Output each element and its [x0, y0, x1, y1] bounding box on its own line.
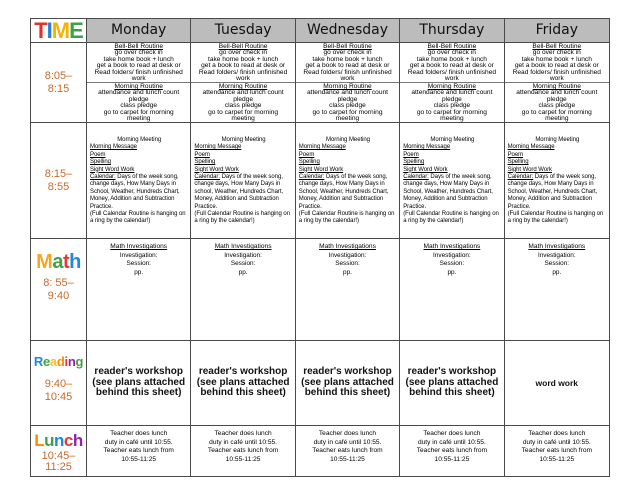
- logo-letter: I: [46, 19, 52, 43]
- logo-letter: e: [42, 354, 50, 369]
- reading-cell-monday: [87, 341, 191, 426]
- morning-meeting-heading: Morning Meeting: [117, 137, 162, 143]
- time-logo-cell: [31, 19, 87, 43]
- lunch-line: Teacher does lunch: [110, 430, 168, 437]
- math-line: Session:: [439, 260, 465, 268]
- morning-routine-block: [400, 83, 503, 122]
- math-cell-wednesday: [296, 239, 400, 341]
- bell-routine-block: [400, 43, 503, 83]
- bell-routine-line: Read folders/ finish unfinished: [303, 68, 392, 76]
- calendar-text: Days of the week song, change days, How Many Days in School, Weather, Hundreds Chart, Money, Addition and Subtraction Practice.: [403, 174, 493, 210]
- morning-routine-line: pledge: [233, 95, 253, 103]
- lunch-line: Teacher does lunch: [423, 430, 481, 437]
- reading-activity: reader's workshop (see plans attached behind this sheet): [301, 366, 394, 399]
- reading-cell-tuesday: [191, 341, 295, 426]
- calendar-text: Days of the week song, change days, How Many Days in School, Weather, Hundreds Chart, Money, Addition and Subtraction Practice.: [90, 174, 180, 210]
- bell-routine-line: work: [549, 75, 564, 83]
- meeting-item: Poem: [298, 151, 315, 158]
- reading-activity: reader's workshop (see plans attached behind this sheet): [196, 366, 290, 399]
- meeting-item: Sight Word Work: [403, 166, 448, 173]
- lunch-line: duty in café until 10:55.: [209, 438, 277, 446]
- lunch-line: duty in café until 10:55.: [522, 438, 591, 446]
- lunch-line: 10:55-11:25: [539, 455, 575, 463]
- morning-meeting-cell-wednesday: [296, 123, 400, 239]
- math-line: pp.: [238, 268, 248, 276]
- bell-routine-line: take home book + lunch: [207, 55, 279, 63]
- logo-letter: E: [69, 19, 83, 43]
- time-start: 8: 55–: [43, 277, 74, 289]
- logo-letter: d: [56, 354, 65, 369]
- bell-routine-line: go over check in: [323, 49, 372, 57]
- morning-routine-title: Morning Routine: [427, 83, 477, 90]
- bell-routine-block: [87, 43, 190, 83]
- math-cell-friday: [505, 239, 609, 341]
- morning-routine-line: attendance and lunch count: [202, 89, 284, 97]
- logo-letter: a: [49, 354, 57, 369]
- lunch-line: 10:55-11:25: [330, 455, 365, 463]
- calendar-label: Calendar:: [403, 174, 429, 181]
- math-line: pp.: [134, 268, 144, 276]
- logo-letter: R: [33, 354, 43, 369]
- morning-meeting-cell-friday: [505, 123, 609, 239]
- morning-routine-block: [296, 83, 399, 122]
- meeting-item: Spelling: [298, 159, 320, 166]
- bell-routine-line: Read folders/ finish unfinished: [94, 68, 183, 76]
- bell-routine-line: go over check in: [427, 49, 476, 57]
- bell-routine-line: work: [236, 75, 251, 83]
- bell-routine-line: take home book + lunch: [103, 55, 174, 63]
- morning-routine-line: pledge: [546, 95, 567, 103]
- lunch-line: duty in café until 10:55.: [313, 438, 382, 446]
- morning-routine-line: go to carpet for morning: [103, 108, 174, 116]
- meeting-item: Morning Message: [403, 144, 451, 151]
- reading-activity: reader's workshop (see plans attached behind this sheet): [92, 366, 186, 399]
- reading-activity: word work: [535, 377, 579, 388]
- routine-cell-monday: [87, 43, 191, 123]
- meeting-item: Poem: [507, 151, 524, 158]
- bell-routine-block: [296, 43, 399, 83]
- math-cell-tuesday: [191, 239, 295, 341]
- morning-routine-line: meeting: [126, 115, 151, 123]
- math-line: pp.: [552, 268, 562, 276]
- morning-routine-line: class pledge: [433, 102, 471, 110]
- calendar-note: (Full Calendar Routine is hanging on a ring by the calendar!): [194, 211, 290, 225]
- lunch-line: Teacher does lunch: [214, 430, 272, 437]
- reading-logo: [34, 353, 83, 371]
- time-slot-morning-meeting: [31, 123, 87, 239]
- morning-routine-line: go to carpet for morning: [521, 108, 592, 116]
- morning-routine-line: class pledge: [224, 102, 262, 110]
- bell-routine-line: work: [131, 75, 146, 83]
- morning-meeting-cell-tuesday: [191, 123, 295, 239]
- lunch-line: 10:55-11:25: [434, 455, 470, 463]
- logo-letter: M: [36, 251, 53, 273]
- lunch-line: Teacher eats lunch from: [312, 447, 383, 455]
- math-line: Session:: [544, 260, 570, 268]
- bell-routine-line: get a book to read at desk or: [201, 62, 286, 70]
- reading-cell-wednesday: [296, 341, 400, 426]
- calendar-routine: [403, 174, 501, 211]
- bell-routine-line: get a book to read at desk or: [305, 62, 390, 70]
- morning-routine-title: Morning Routine: [114, 83, 163, 90]
- lunch-line: duty in café until 10:55.: [417, 438, 486, 446]
- morning-meeting-heading: Morning Meeting: [326, 137, 370, 143]
- morning-routine-line: attendance and lunch count: [98, 89, 180, 97]
- day-header-wednesday: Wednesday: [296, 19, 400, 43]
- time-start: 10:45–: [41, 450, 76, 462]
- logo-letter: g: [75, 354, 84, 369]
- math-line: Session:: [126, 260, 151, 268]
- time-end: 8:55: [47, 180, 70, 193]
- routine-cell-wednesday: [296, 43, 400, 123]
- logo-letter: u: [44, 431, 55, 450]
- bell-routine-line: take home book + lunch: [312, 55, 383, 63]
- time-end: 10:45: [44, 391, 73, 403]
- math-logo: [36, 251, 81, 273]
- math-line: pp.: [343, 268, 352, 276]
- morning-routine-line: class pledge: [329, 102, 366, 110]
- bell-routine-title: Bell-Bell Routine: [114, 43, 164, 50]
- day-header-friday: Friday: [505, 19, 609, 43]
- bell-routine-line: get a book to read at desk or: [96, 62, 181, 70]
- bell-routine-line: Read folders/ finish unfinished: [512, 68, 601, 76]
- logo-letter: n: [54, 431, 64, 450]
- time-slot-morning-routine: [31, 43, 87, 123]
- bell-routine-line: Read folders/ finish unfinished: [407, 68, 497, 76]
- math-cell-thursday: [400, 239, 504, 341]
- bell-routine-line: take home book + lunch: [521, 55, 592, 63]
- logo-letter: h: [69, 251, 81, 273]
- lunch-line: Teacher eats lunch from: [521, 447, 592, 455]
- routine-cell-tuesday: [191, 43, 295, 123]
- calendar-note: (Full Calendar Routine is hanging on a ring by the calendar!): [403, 211, 499, 225]
- morning-routine-line: pledge: [337, 95, 358, 103]
- calendar-label: Calendar:: [298, 174, 325, 181]
- day-header-monday: Monday: [87, 19, 191, 43]
- bell-routine-line: go over check in: [114, 49, 163, 57]
- calendar-text: Days of the week song, change days, How Many Days in school, Weather, Hundreds Chart, Money, Addition and Subtraction Practice.: [194, 174, 284, 210]
- morning-routine-block: [191, 83, 294, 122]
- meeting-item: Poem: [194, 151, 210, 158]
- day-header-thursday: Thursday: [400, 19, 504, 43]
- morning-routine-title: Morning Routine: [218, 83, 268, 90]
- time-logo: [34, 20, 83, 42]
- morning-routine-block: [505, 83, 609, 122]
- morning-routine-title: Morning Routine: [323, 83, 372, 90]
- meeting-item: Morning Message: [507, 144, 555, 151]
- morning-routine-line: go to carpet for morning: [416, 108, 487, 116]
- meeting-item: Sight Word Work: [194, 166, 239, 173]
- math-cell-monday: [87, 239, 191, 341]
- bell-routine-line: get a book to read at desk or: [409, 62, 494, 70]
- morning-routine-line: pledge: [441, 95, 462, 103]
- morning-routine-line: attendance and lunch count: [516, 89, 598, 97]
- logo-letter: L: [34, 431, 45, 450]
- calendar-text: Days of the week song, change days, How Many Days in School, Weather, Hundreds Chart, Money, Addition and Subtraction Practice.: [298, 174, 389, 210]
- weekly-lesson-plan-table: [30, 18, 610, 477]
- meeting-item: Morning Message: [90, 144, 137, 151]
- logo-letter: n: [67, 354, 76, 369]
- lunch-logo: [34, 432, 83, 449]
- morning-routine-line: go to carpet for morning: [208, 108, 279, 116]
- calendar-routine: [299, 174, 397, 211]
- logo-letter: T: [34, 19, 47, 43]
- meeting-item: Sight Word Work: [507, 166, 552, 173]
- meeting-item: Spelling: [507, 159, 529, 166]
- calendar-label: Calendar:: [194, 174, 220, 181]
- lunch-cell-thursday: [400, 426, 504, 476]
- lunch-line: Teacher eats lunch from: [207, 447, 279, 455]
- bell-routine-line: work: [340, 75, 355, 83]
- calendar-note: (Full Calendar Routine is hanging on a ring by the calendar!): [298, 211, 395, 225]
- reading-cell-thursday: [400, 341, 504, 426]
- morning-routine-line: meeting: [231, 115, 255, 123]
- calendar-label: Calendar:: [507, 174, 534, 181]
- bell-routine-line: go over check in: [219, 49, 268, 57]
- morning-meeting-cell-thursday: [400, 123, 504, 239]
- bell-routine-title: Bell-Bell Routine: [218, 43, 268, 50]
- bell-routine-block: [191, 43, 294, 83]
- lunch-line: 10:55-11:25: [225, 455, 261, 463]
- lunch-cell-friday: [505, 426, 609, 476]
- morning-routine-line: meeting: [440, 115, 464, 123]
- meeting-item: Sight Word Work: [90, 166, 135, 173]
- lunch-line: Teacher does lunch: [318, 430, 377, 437]
- time-end: 9:40: [47, 290, 70, 302]
- calendar-text: Days of the week song, change days, How Many Days in School, Weather, Hundreds Chart, Money, Addition and Subtraction Practice.: [507, 174, 598, 210]
- math-line: Investigation:: [224, 251, 262, 259]
- lunch-cell-wednesday: [296, 426, 400, 476]
- meeting-item: Morning Message: [298, 144, 346, 151]
- meeting-item: Morning Message: [194, 144, 242, 151]
- lunch-line: duty in café until 10:55.: [104, 438, 173, 446]
- bell-routine-line: get a book to read at desk or: [514, 62, 599, 70]
- calendar-routine: [508, 174, 607, 211]
- routine-cell-thursday: [400, 43, 504, 123]
- morning-meeting-cell-monday: [87, 123, 191, 239]
- bell-routine-title: Bell-Bell Routine: [323, 43, 372, 50]
- morning-routine-line: go to carpet for morning: [312, 108, 383, 116]
- lunch-line: Teacher eats lunch from: [416, 447, 488, 455]
- calendar-note: (Full Calendar Routine is hanging on a ring by the calendar!): [90, 211, 186, 225]
- math-line: Investigation:: [537, 251, 576, 259]
- bell-routine-title: Bell-Bell Routine: [427, 43, 477, 50]
- meeting-item: Spelling: [403, 159, 425, 166]
- routine-cell-friday: [505, 43, 609, 123]
- math-title: Math Investigations: [423, 243, 481, 250]
- math-line: Investigation:: [328, 251, 367, 259]
- morning-routine-line: meeting: [545, 115, 569, 123]
- time-end: 8:15: [47, 82, 70, 95]
- math-line: Investigation:: [119, 251, 158, 259]
- calendar-routine: [194, 174, 292, 211]
- math-title: Math Investigations: [528, 243, 586, 250]
- reading-cell-friday: [505, 341, 609, 426]
- time-start: 8:05–: [44, 69, 73, 82]
- time-end: 11:25: [45, 461, 72, 473]
- morning-routine-line: attendance and lunch count: [306, 89, 388, 97]
- math-line: pp.: [447, 268, 457, 276]
- meeting-item: Poem: [403, 151, 419, 158]
- time-slot-lunch: [31, 426, 87, 476]
- lunch-line: 10:55-11:25: [121, 455, 157, 463]
- lunch-line: Teacher does lunch: [528, 430, 586, 437]
- calendar-routine: [90, 174, 188, 211]
- morning-routine-line: meeting: [335, 115, 360, 123]
- morning-routine-line: pledge: [128, 95, 149, 103]
- morning-routine-line: class pledge: [538, 102, 576, 110]
- bell-routine-line: work: [444, 75, 459, 83]
- logo-letter: a: [52, 251, 63, 273]
- logo-letter: t: [62, 251, 70, 273]
- time-start: 9:40–: [44, 378, 73, 390]
- day-header-tuesday: Tuesday: [191, 19, 295, 43]
- meeting-item: Sight Word Work: [298, 166, 344, 173]
- bell-routine-block: [505, 43, 609, 83]
- lunch-line: Teacher eats lunch from: [103, 447, 174, 455]
- reading-activity: reader's workshop (see plans attached behind this sheet): [405, 366, 499, 399]
- time-slot-reading: [31, 341, 87, 426]
- morning-routine-line: attendance and lunch count: [411, 89, 493, 97]
- lunch-cell-tuesday: [191, 426, 295, 476]
- math-line: Session:: [335, 260, 360, 268]
- calendar-note: (Full Calendar Routine is hanging on a ring by the calendar!): [507, 211, 604, 225]
- logo-letter: c: [63, 431, 73, 450]
- morning-routine-line: class pledge: [120, 102, 158, 110]
- bell-routine-line: go over check in: [532, 49, 581, 57]
- math-line: Session:: [230, 260, 256, 268]
- morning-routine-title: Morning Routine: [532, 83, 581, 90]
- math-title: Math Investigations: [214, 243, 272, 250]
- calendar-label: Calendar:: [90, 174, 116, 181]
- lunch-cell-monday: [87, 426, 191, 476]
- bell-routine-line: Read folders/ finish unfinished: [198, 68, 288, 76]
- bell-routine-line: take home book + lunch: [416, 55, 487, 63]
- bell-routine-title: Bell-Bell Routine: [532, 43, 582, 50]
- math-line: Investigation:: [433, 251, 471, 259]
- time-start: 8:15–: [44, 167, 73, 180]
- logo-letter: h: [72, 431, 83, 450]
- logo-letter: i: [64, 354, 68, 369]
- math-title: Math Investigations: [110, 243, 168, 250]
- morning-meeting-heading: Morning Meeting: [430, 137, 475, 143]
- math-title: Math Investigations: [319, 243, 376, 250]
- morning-meeting-heading: Morning Meeting: [221, 137, 266, 143]
- morning-meeting-heading: Morning Meeting: [535, 137, 580, 143]
- meeting-item: Spelling: [194, 159, 216, 166]
- logo-letter: M: [51, 19, 70, 43]
- time-slot-math: [31, 239, 87, 341]
- meeting-item: Poem: [90, 151, 106, 158]
- meeting-item: Spelling: [90, 159, 111, 166]
- morning-routine-block: [87, 83, 190, 122]
